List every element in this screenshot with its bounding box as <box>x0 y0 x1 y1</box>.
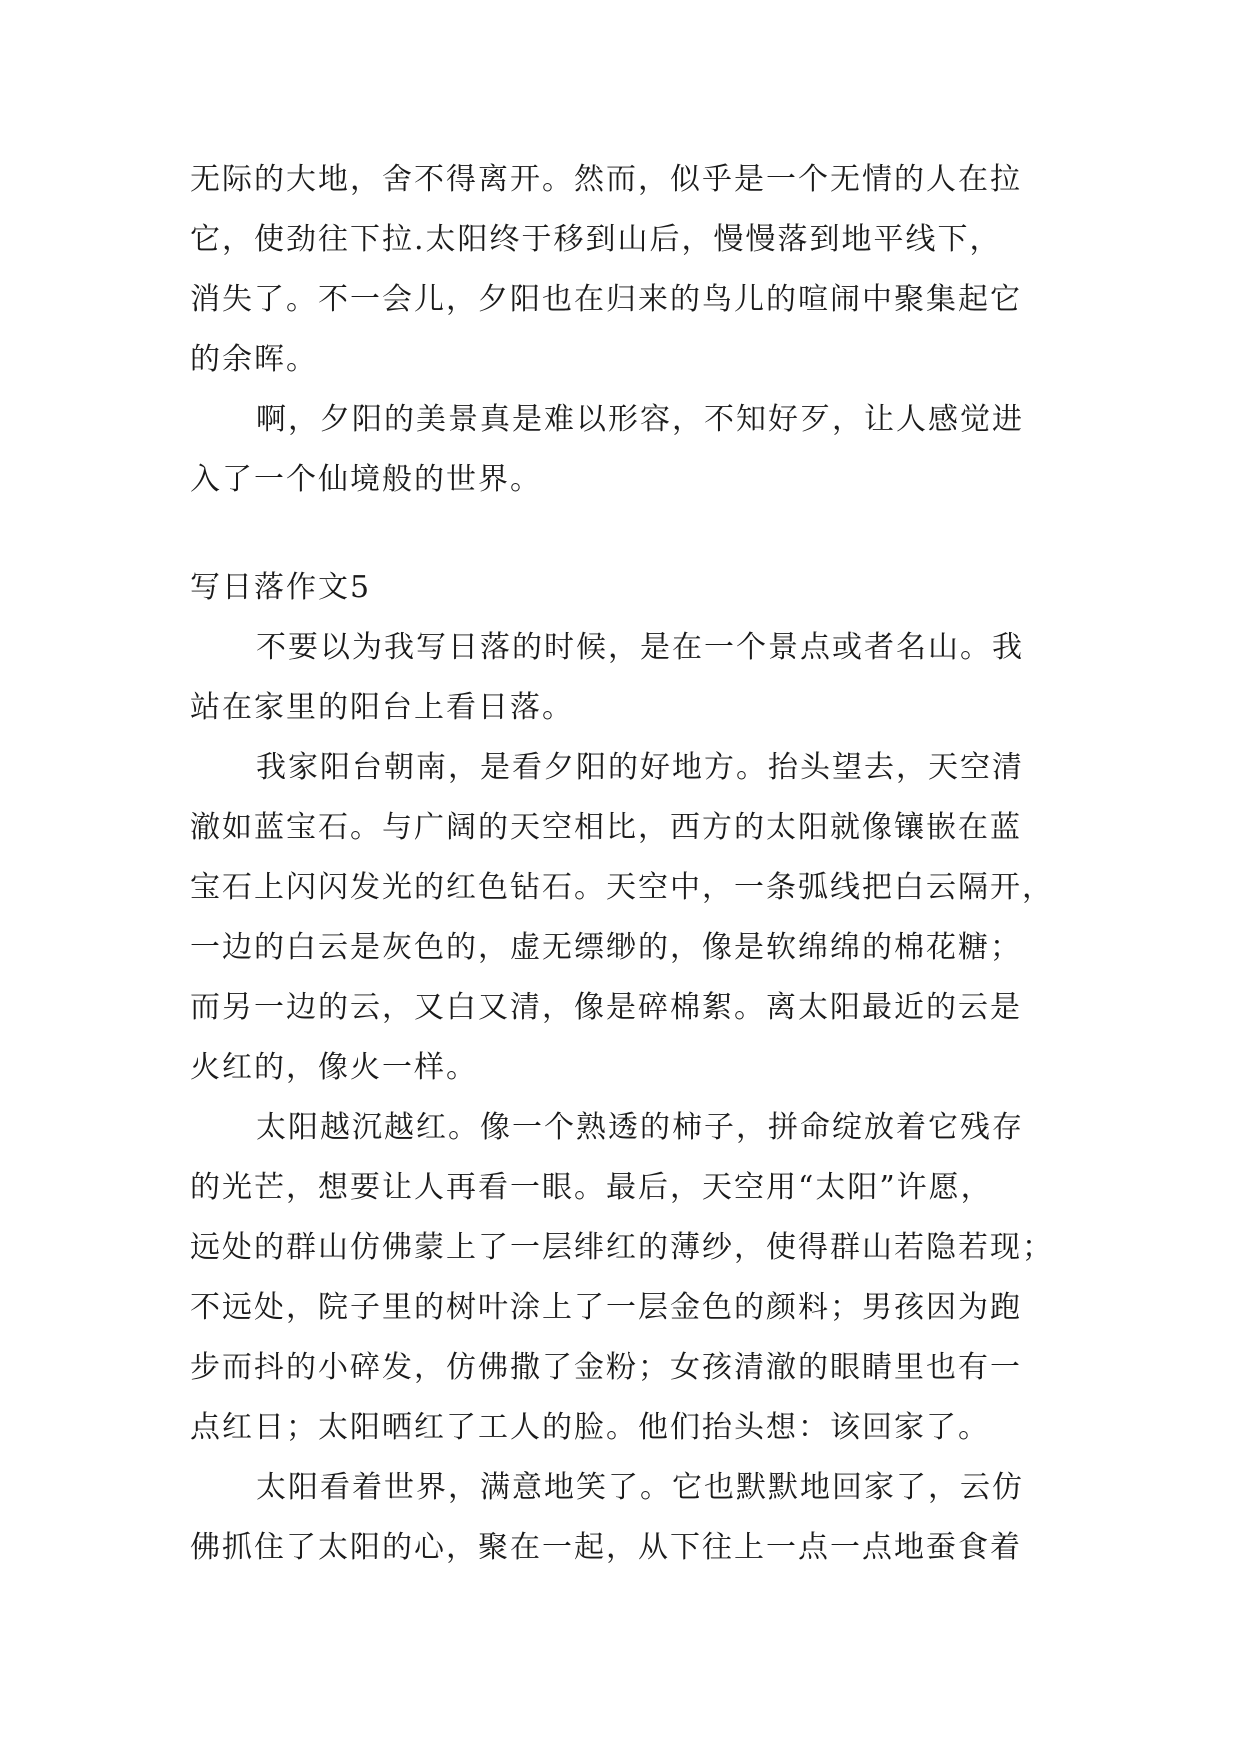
text-line: 啊，夕阳的美景真是难以形容，不知好歹，让人感觉进 <box>256 402 1024 437</box>
text-line: 站在家里的阳台上看日落。 <box>190 690 574 725</box>
paragraph-6 <box>190 1458 1060 1578</box>
text-line: 步而抖的小碎发，仿佛撒了金粉；女孩清澈的眼睛里也有一 <box>190 1350 1022 1385</box>
paragraph-1 <box>190 150 1060 390</box>
text-line: 入了一个仙境般的世界。 <box>190 462 542 497</box>
text-line: 不要以为我写日落的时候，是在一个景点或者名山。我 <box>256 630 1024 665</box>
text-line: 火红的，像火一样。 <box>190 1050 478 1085</box>
paragraph-2 <box>190 390 1060 510</box>
text-line: 一边的白云是灰色的，虚无缥缈的，像是软绵绵的棉花糖； <box>190 930 1022 965</box>
text-line: 佛抓住了太阳的心，聚在一起，从下往上一点一点地蚕食着 <box>190 1530 1022 1565</box>
text-line: 我家阳台朝南，是看夕阳的好地方。抬头望去，天空清 <box>256 750 1024 785</box>
paragraph-3 <box>190 618 1060 738</box>
text-line: 的光芒，想要让人再看一眼。最后，天空用“太阳”许愿， <box>190 1170 993 1205</box>
section-title: 写日落作文5 <box>190 570 372 605</box>
text-line: 它，使劲往下拉.太阳终于移到山后，慢慢落到地平线下， <box>190 222 1002 257</box>
text-line: 澈如蓝宝石。与广阔的天空相比，西方的太阳就像镶嵌在蓝 <box>190 810 1022 845</box>
text-line: 宝石上闪闪发光的红色钻石。天空中，一条弧线把白云隔开， <box>190 870 1054 905</box>
section-gap <box>190 510 1060 558</box>
text-line: 的余晖。 <box>190 342 318 377</box>
text-line: 不远处，院子里的树叶涂上了一层金色的颜料；男孩因为跑 <box>190 1290 1022 1325</box>
text-line: 太阳看着世界，满意地笑了。它也默默地回家了，云仿 <box>256 1470 1024 1505</box>
text-line: 点红日；太阳晒红了工人的脸。他们抬头想：该回家了。 <box>190 1410 990 1445</box>
paragraph-5 <box>190 1098 1060 1458</box>
text-line: 远处的群山仿佛蒙上了一层绯红的薄纱，使得群山若隐若现； <box>190 1230 1054 1265</box>
paragraph-4 <box>190 738 1060 1098</box>
text-line: 太阳越沉越红。像一个熟透的柿子，拼命绽放着它残存 <box>256 1110 1024 1145</box>
text-line: 无际的大地，舍不得离开。然而，似乎是一个无情的人在拉 <box>190 162 1022 197</box>
document-body <box>190 150 1060 1578</box>
text-line: 消失了。不一会儿，夕阳也在归来的鸟儿的喧闹中聚集起它 <box>190 282 1022 317</box>
text-line: 而另一边的云，又白又清，像是碎棉絮。离太阳最近的云是 <box>190 990 1022 1025</box>
